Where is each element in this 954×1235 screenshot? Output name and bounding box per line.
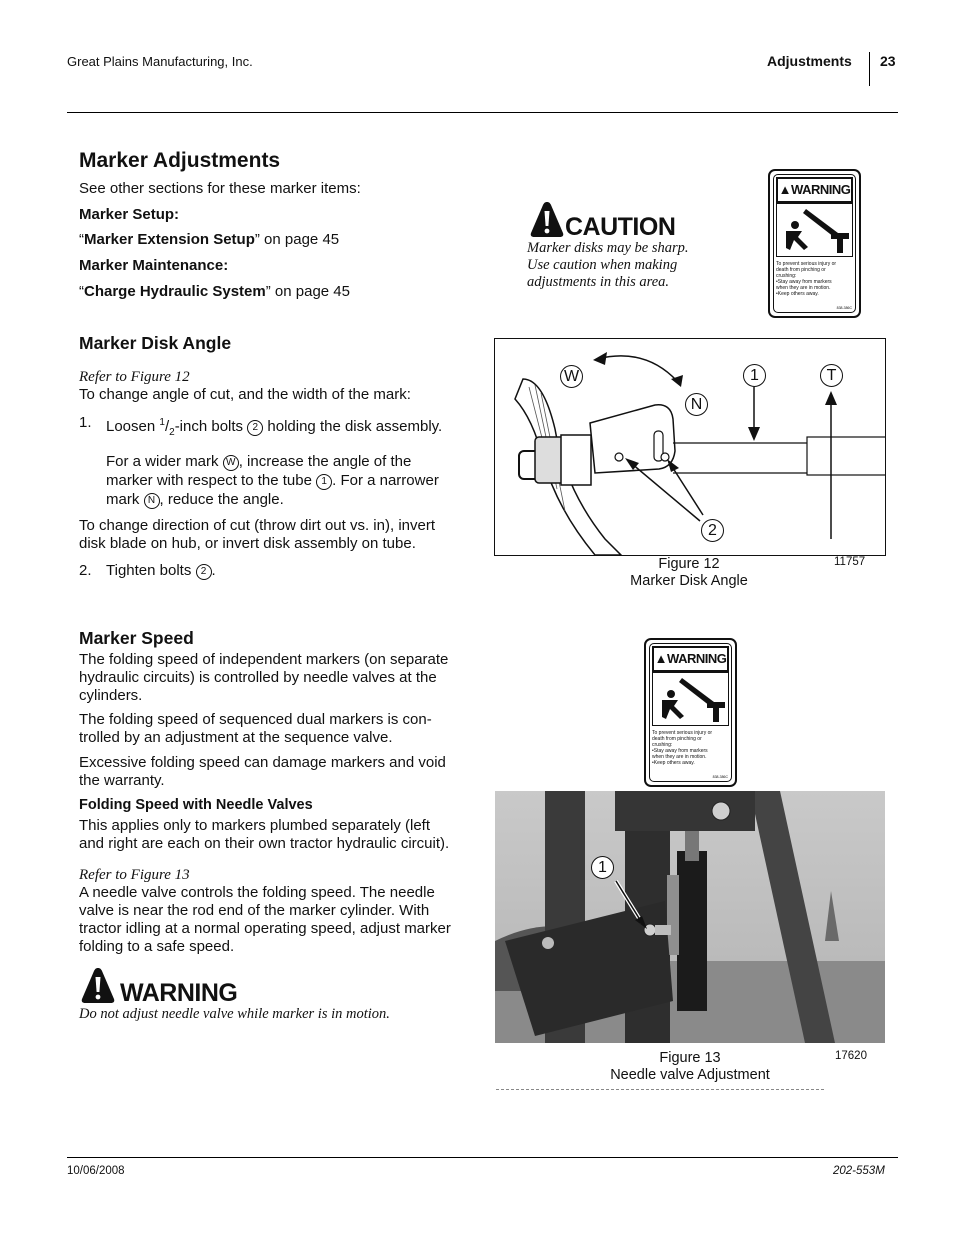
warning-box bbox=[79, 966, 479, 1026]
decal-header: ▲WARNING bbox=[652, 646, 729, 672]
header-section: Adjustments bbox=[767, 53, 852, 69]
step1-number: 1. bbox=[79, 414, 92, 431]
page-title: Marker Adjustments bbox=[79, 149, 281, 172]
figure-12-diagram bbox=[494, 338, 886, 556]
figure-13-number: 17620 bbox=[835, 1050, 867, 1062]
caution-text: Marker disks may be sharp. Use caution when making adjustments in this area. bbox=[527, 240, 689, 290]
caution-triangle-icon bbox=[530, 200, 564, 238]
speed-p1: The folding speed of independent markers (on separate hydraulic circuits) is controlled by needle valves at the cylinders. bbox=[79, 651, 449, 704]
callout-t: T bbox=[820, 364, 843, 387]
speed-p5: A needle valve controls the folding speed. The needle valve is near the rod end of the marker cylinder. With tractor idling at a normal operating speed, adjust marker folding to a safe speed. bbox=[79, 884, 451, 955]
speed-p2: The folding speed of sequenced dual markers is con- trolled by an adjustment at the sequence valve. bbox=[79, 711, 432, 746]
setup-page-ref: ” on page 45 bbox=[254, 231, 340, 248]
warning-decal-2 bbox=[644, 638, 737, 787]
wider-line3: mark N , reduce the angle. bbox=[106, 491, 284, 508]
decal-code: 838-386C bbox=[836, 306, 852, 310]
caution-box bbox=[527, 200, 757, 292]
figure-12-number: 11757 bbox=[834, 556, 866, 568]
callout-w: W bbox=[560, 365, 583, 388]
intro-text: See other sections for these marker items: bbox=[79, 180, 361, 197]
step1-text: Loosen $^1/_2$-inch bolts 2 holding the disk assembly. bbox=[106, 417, 443, 438]
fig13-reference[interactable]: Refer to Figure 13 bbox=[79, 867, 190, 883]
caution-title: CAUTION bbox=[565, 213, 676, 241]
wider-line1: For a wider mark W , increase the angle of the bbox=[106, 453, 412, 470]
footer-date: 10/06/2008 bbox=[67, 1165, 125, 1177]
footer-rule bbox=[67, 1157, 898, 1158]
wider-line2: marker with respect to the tube 1 . For a narrower bbox=[106, 472, 439, 489]
speed-p4: This applies only to markers plumbed separately (left and right are each on their own tractor hydraulic circuit). bbox=[79, 817, 450, 852]
bolt-symbol: 2 bbox=[247, 420, 263, 436]
step2-number: 2. bbox=[79, 562, 92, 579]
decal-header: ▲WARNING bbox=[776, 177, 853, 203]
speed-p3: Excessive folding speed can damage markers and void the warranty. bbox=[79, 754, 446, 789]
decal-text: To prevent serious injury or death from pinching or crushing: •Stay away from markers when they are in motion. •Keep others away. bbox=[776, 261, 837, 297]
maintenance-link-line bbox=[79, 283, 350, 301]
wider-symbol: W bbox=[223, 455, 239, 471]
needle-valve-subheading: Folding Speed with Needle Valves bbox=[79, 797, 313, 813]
callout-1: 1 bbox=[743, 364, 766, 387]
narrow-symbol: N bbox=[144, 493, 160, 509]
fig12-reference[interactable]: Refer to Figure 12 bbox=[79, 369, 190, 385]
figure-13-underline bbox=[496, 1089, 824, 1091]
header-company: Great Plains Manufacturing, Inc. bbox=[67, 54, 253, 69]
quote-mark: “ bbox=[79, 231, 84, 248]
disk-angle-heading: Marker Disk Angle bbox=[79, 333, 232, 353]
direction-line2: disk blade on hub, or invert disk assembly on tube. bbox=[79, 535, 416, 552]
figure-12-caption: Figure 12 Marker Disk Angle bbox=[630, 556, 748, 589]
warning-triangle-icon bbox=[81, 966, 115, 1004]
direction-line1: To change direction of cut (throw dirt out vs. in), invert bbox=[79, 517, 435, 534]
decal-code: 838-386C bbox=[712, 775, 728, 779]
bolt-symbol: 2 bbox=[196, 564, 212, 580]
needle-valve-photo bbox=[495, 791, 885, 1043]
maintenance-label: Marker Maintenance: bbox=[79, 257, 229, 274]
figure-13-photo bbox=[495, 791, 885, 1043]
warning-text: Do not adjust needle valve while marker is in motion. bbox=[79, 1006, 390, 1022]
decal-pinch-pictogram bbox=[652, 672, 729, 726]
setup-link-line bbox=[79, 231, 339, 249]
page-number: 23 bbox=[880, 53, 896, 69]
maintenance-page-ref: ” on page 45 bbox=[265, 283, 350, 300]
maintenance-link[interactable]: Charge Hydraulic System bbox=[84, 283, 266, 300]
footer-doc-number: 202-553M bbox=[833, 1165, 885, 1177]
callout-2: 2 bbox=[701, 519, 724, 542]
header-rule bbox=[67, 112, 898, 113]
setup-label: Marker Setup: bbox=[79, 206, 180, 223]
warning-title: WARNING bbox=[120, 979, 238, 1007]
tube-symbol: 1 bbox=[316, 474, 332, 490]
figure-13-caption: Figure 13 Needle valve Adjustment bbox=[610, 1050, 770, 1083]
warning-decal bbox=[768, 169, 861, 318]
setup-link[interactable]: Marker Extension Setup bbox=[84, 231, 255, 248]
disk-angle-purpose: To change angle of cut, and the width of the mark: bbox=[79, 386, 411, 403]
decal-pinch-pictogram bbox=[776, 203, 853, 257]
quote-mark: “ bbox=[79, 283, 84, 300]
callout-1: 1 bbox=[591, 856, 614, 879]
callout-n: N bbox=[685, 393, 708, 416]
marker-speed-heading: Marker Speed bbox=[79, 628, 194, 648]
header-divider bbox=[869, 52, 870, 86]
step2-text: Tighten bolts 2 . bbox=[106, 562, 216, 579]
decal-text: To prevent serious injury or death from pinching or crushing: •Stay away from markers when they are in motion. •Keep others away. bbox=[652, 730, 713, 766]
